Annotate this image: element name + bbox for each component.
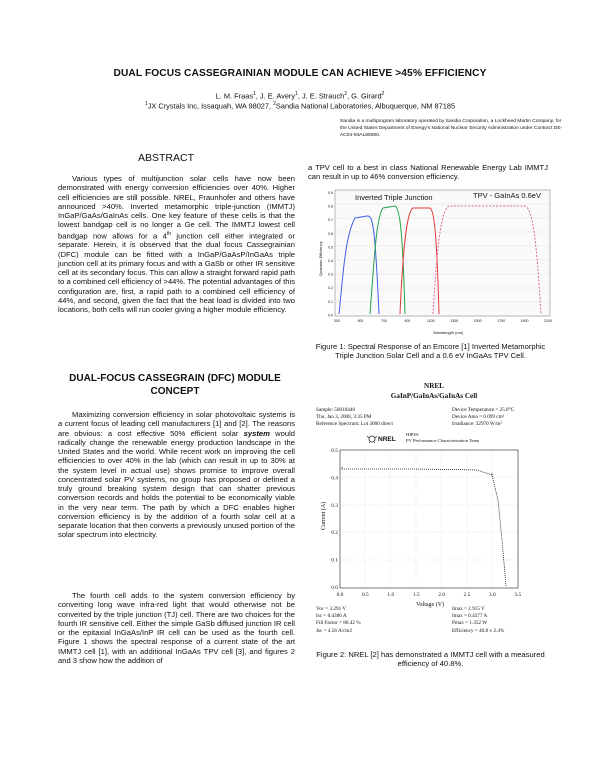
fig1-ytick-8: 0.1: [328, 299, 333, 304]
fig2-isc-marker: ×: [340, 467, 344, 473]
fig1-xtick-9: 2100: [544, 319, 552, 323]
fig1-label-tj: Inverted Triple Junction: [355, 193, 433, 202]
fig2-jsc: Jsc = 4.56 A/cm2: [316, 628, 353, 634]
fig2-irradiance: Irradiance: 32970 W/m²: [452, 421, 502, 427]
fig1-ytick-3: 0.6: [328, 231, 333, 236]
author-1: L. M. Fraas: [215, 91, 254, 101]
fig2-date: Thu, Jan 3, 2008, 3:35 PM: [316, 414, 372, 420]
fig2-sample: Sample: 50018440: [316, 407, 356, 413]
fig2-logo-text: NREL: [378, 436, 396, 443]
fig1-ytick-7: 0.2: [328, 286, 333, 291]
fig2-ytick-1: 0.4: [331, 475, 338, 482]
fig2-isc: Isc = 0.4386 A: [316, 613, 347, 619]
fig2-ylabel: Current (A): [321, 501, 327, 530]
fig1-xtick-2: 700: [380, 319, 387, 323]
fig1-xtick-0: 300: [334, 319, 340, 323]
fig1-xtick-3: 900: [404, 319, 411, 323]
fig1-ytick-5: 0.4: [328, 259, 333, 263]
fig1-xtick-4: 1100: [426, 319, 435, 323]
figure-2-nrel-iv: [312, 380, 556, 640]
fig2-xtick-7: 3.5: [514, 592, 522, 598]
fig1-ytick-9: 0.0: [328, 313, 333, 318]
fig2-xtick-4: 2.0: [438, 592, 445, 598]
abstract-continued: a TPV cell to a best in class National Renewable Energy Lab IMMTJ can result in up to 46% conversion efficiency.: [308, 163, 548, 182]
fig2-xtick-6: 3.0: [489, 592, 496, 598]
fig1-xtick-6: 1500: [473, 319, 482, 323]
fig2-fill-factor: Fill Factor = 88.42 %: [316, 620, 361, 626]
fig2-ytick-5: 0.0: [331, 585, 338, 591]
sandia-note: Sandia is a multiprogram laboratory operated by Sandia Corporation, a Lockheed Martin Company, for the United States Department of Energy's National Nuclear Security Administration under Contract DE-AC04-94AL85000.: [340, 119, 563, 138]
fig2-ytick-0: 0.5: [331, 448, 338, 454]
author-4: , G. Girard: [347, 91, 382, 101]
fig2-spectrum: Reference Spectrum: Lot 3000 direct: [316, 421, 393, 427]
fig1-xlabel: Wavelength (nm): [433, 330, 464, 335]
dfc-heading: DUAL-FOCUS CASSEGRAIN (DFC) MODULE CONCEPT: [69, 373, 281, 397]
fig2-hipss: HIPSS: [406, 432, 419, 437]
fig2-xlabel: Voltage (V): [416, 602, 445, 608]
abstract-text: Various types of multijunction solar cells have now been demonstrated with energy conversion efficiencies over 40%. Higher cell efficiencies are still possible. NREL, Fraunhofer and others have announced >40%. Inverted metamorphic triple-junction (IMMTJ) InGaP/GaAs/GaInAs cells. One key feature of these cells is that the lowest bandgap cell is no longer a Ge cell. The IMMTJ lowest cell bandgap now allows for a 4th junction cell either integrated or separate. Herein, it is observed that the dual focus Cassegrainian (DFC) module can be fitted with a InGaP/GaAsP/InGaAs triple junction cell at its primary focus and with a GaSb or other IR sensitive cell at its secondary focus. This can allow a straight forward rapid path to a combined cell efficiency of >44%. The potential advantages of this configuration are, first, a rapid path to a combined cell efficiency of 44%, and second, given the fact that the heat load is divided into two locations, both cells will run cooler giving a higher module efficiency.: [58, 174, 296, 315]
affiliations: $^1$JX Crystals Inc, Issaquah, WA 98027, $^2$Sandia National Laboratories, Albuquerque, NM 87185: [144, 101, 456, 111]
fig2-org: NREL: [424, 382, 444, 390]
fig2-xtick-3: 1.5: [412, 592, 420, 598]
fig2-vmax: Imax = 2.915 V: [452, 606, 485, 612]
fig1-ytick-1: 0.8: [328, 204, 333, 209]
fig1-ytick-6: 0.3: [328, 272, 333, 277]
fig2-pmax: Pmax = 1.352 W: [452, 620, 488, 626]
fig2-ytick-2: 0.3: [331, 502, 338, 509]
fig2-imax: Imax = 0.4377 A: [452, 613, 488, 619]
fig2-area: Device Area = 0.099 cm²: [452, 414, 505, 420]
fig2-voc: Voc = 3.291 V: [316, 606, 347, 612]
fig1-xtick-7: 1700: [497, 319, 506, 323]
fig1-xtick-8: 1900: [520, 319, 529, 323]
author-3: , J. E. Strauch: [297, 91, 345, 101]
fig2-device: GaInP/GaInAs/GaInAs Cell: [390, 392, 478, 400]
fig1-ytick-4: 0.5: [328, 245, 333, 250]
fig1-label-tpv: TPV - GaInAs 0.6eV: [473, 191, 541, 200]
author-2: , J. E. Avery: [255, 91, 296, 101]
fig2-team: PV Performance Characterization Team: [406, 438, 480, 443]
fig1-ylabel: Quantum Efficiency: [318, 241, 323, 276]
fig2-temp: Device Temperature = 25.0°C: [452, 407, 515, 413]
dfc-paragraph-1: Maximizing conversion efficiency in solar photovoltaic systems is a current focus of leading cell manufacturers [1] and [2]. The reasons are obvious: a cost effective 50% efficient solar system would radically change the renewable energy production landscape in the United States and the world. While recent work on improving the cell efficiencies to over 40% in the lab (which can result in up to 30% at the system level in actual use) shows promise to improve overall concentrated solar PV systems, no group has proposed or defined a truly ground breaking system design that can shatter previous conversion records and holds the potential to be economically viable in the very near term. The path by which a DFC enables higher conversion efficiency is by the addition of a fourth solar cell at a separate location that then converts a previously unused portion of the solar spectrum into electricity.: [58, 410, 296, 540]
fig2-ytick-4: 0.1: [331, 557, 338, 564]
author-list: L. M. Fraas$^1$, J. E. Avery$^1$, J. E. Strauch$^2$, G. Girard$^2$: [215, 91, 385, 101]
fig2-xtick-0: 0.0: [336, 592, 344, 598]
fig2-ytick-3: 0.2: [331, 530, 338, 537]
fig2-xtick-1: 0.5: [362, 592, 369, 598]
fig1-ytick-2: 0.7: [328, 218, 333, 223]
fig1-xtick-5: 1300: [450, 319, 459, 323]
nrel-logo-icon: [367, 436, 377, 443]
dfc-paragraph-2: The fourth cell adds to the system conversion efficiency by converting long wave infra-red light that would otherwise not be converted by the triple junction (TJ) cell. There are two choices for the fourth IR sensitive cell. Either the simple GaSb diffused junction IR cell or the epitaxial InGaAs/InP IR cell can be used as the fourth cell. Figure 1 shows the spectral response of a current state of the art IMMTJ cell [1], with an additional InGaAs TPV cell [3], and figures 2 and 3 show how the addition of: [58, 591, 295, 665]
abstract-heading: ABSTRACT: [138, 152, 195, 164]
figure-1-spectral-response: [315, 186, 555, 336]
fig2-plot-area: [340, 450, 518, 588]
fig2-pmax-marker: ×: [490, 473, 494, 479]
figure-1-caption: Figure 1: Spectral Response of an Emcore [1] Inverted Metamorphic Triple Junction Solar Cell and a 0.6 eV InGaAs TPV Cell.: [315, 342, 546, 361]
fig1-plot-area: [335, 190, 550, 316]
paper-title: DUAL FOCUS CASSEGRAINIAN MODULE CAN ACHIEVE >45% EFFICIENCY: [113, 68, 487, 79]
fig2-xtick-2: 1.0: [387, 592, 395, 598]
fig2-efficiency: Efficiency = 40.8 ± 2.4%: [452, 628, 505, 634]
fig1-ytick-0: 0.9: [328, 191, 333, 195]
fig1-xtick-1: 500: [357, 319, 364, 323]
fig2-xtick-5: 2.5: [463, 592, 471, 598]
figure-2-caption: Figure 2: NREL [2] has demonstrated a IMMTJ cell with a measured efficiency of 40.8%.: [316, 650, 545, 669]
